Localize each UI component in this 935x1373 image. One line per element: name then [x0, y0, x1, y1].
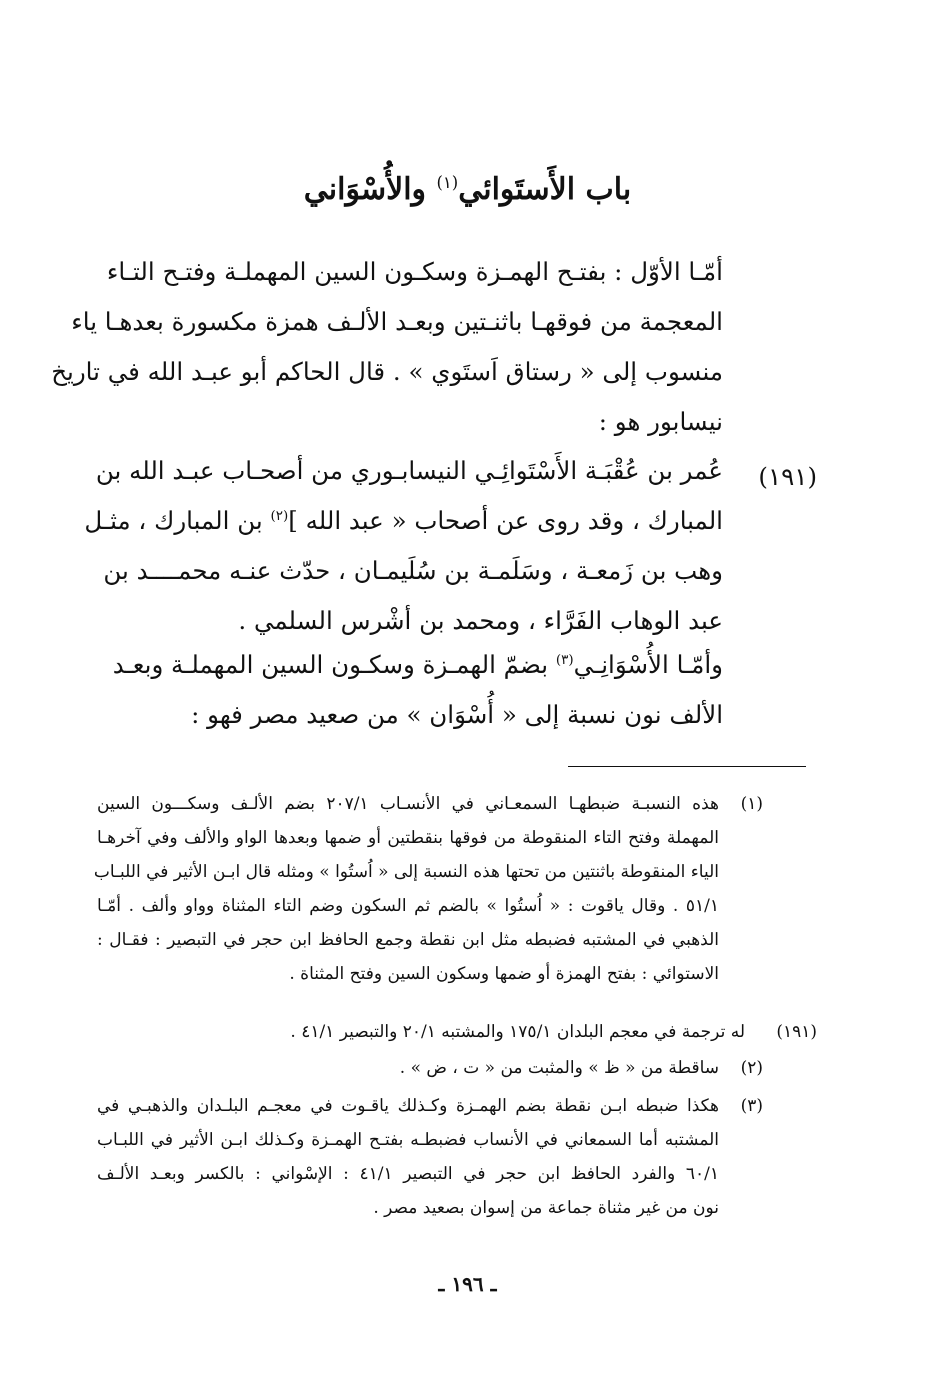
entry-text: بن المبارك ، مثـل — [84, 506, 271, 535]
paragraph-line: الألف نون نسبة إلى « أُسْوَان » من صعيد مصر فهو : — [191, 700, 723, 729]
entry-number: (١٩١) — [758, 462, 817, 491]
paragraph-text: وأمّـا الأُسْوَانِـي — [573, 650, 723, 679]
paragraph-line: أمّـا الأوّل : بفتـح الهمـزة وسكـون السين المهملـة وفتـح التـاء — [106, 257, 723, 286]
footnote-line: ٦٠/١ والفرد الحافظ ابن حجر في التبصير ٤١/١ : الإسْواني : بالكسر وبعـد الألـف — [97, 1164, 719, 1184]
footnote-label: (١٩١) — [776, 1022, 817, 1042]
footnote-label: (١) — [740, 794, 763, 814]
paragraph-line: المعجمة من فوقهـا باثنـتين وبعـد الألـف همزة مكسورة بعدهـا ياء — [71, 307, 723, 336]
footnote-label: (٢) — [740, 1058, 763, 1078]
paragraph-text: بضمّ الهمـزة وسكـون السين المهملـة وبعـد — [112, 650, 556, 679]
footnote-line: ساقطة من « ظ » والمثبت من « ت ، ض » . — [399, 1058, 719, 1078]
footnote-ref-3: (٣) — [555, 651, 574, 668]
footnote-line: نون من غير مثناة جماعة من إسوان بصعيد مصر . — [373, 1198, 719, 1218]
footnote-line: الياء المنقوطة باثنتين من تحتها هذه النسبة إلى « اُستُوا » ومثله قال ابـن الأثير في اللبـاب — [93, 862, 719, 882]
entry-line — [84, 496, 723, 546]
paragraph-line — [112, 640, 723, 690]
footnote-line: الذهبي في المشتبه فضبطه مثل ابن نقطة وجمع الحافظ ابن حجر في التبصير : فقـال : — [97, 930, 719, 950]
chapter-title — [0, 168, 935, 212]
chapter-title-rest: والأُسْوَاني — [303, 172, 437, 207]
footnote-line: الاستوائي : بفتح الهمزة أو ضمها وسكون السين وفتح المثناة . — [289, 964, 719, 984]
footnote-line: هذه النسبـة ضبطهـا السمعـاني في الأنسـاب ٢٠٧/١ بضم الألـف وسكـــون السين — [97, 794, 719, 814]
entry-line: وهب بن زَمعـة ، وسَلَمـة بن سُلَيمـان ، حدّث عنـه محمــــد بن — [103, 556, 723, 585]
footnote-line: هكذا ضبطه ابـن نقطة بضم الهمـزة وكـذلك ياقـوت في معجـم البلـدان والذهبـي في — [97, 1096, 719, 1116]
footnote-line: المهملة وفتح التاء المنقوطة من فوقها بنقطتين أو ضمها وبعدها الواو والألف وفي آخرهـا — [97, 828, 719, 848]
footnote-line: ٥١/١ . وقال ياقوت : « اُستُوا » بالضم ثم السكون وضم التاء المثناة وواو وألف . أمّـا — [97, 896, 720, 916]
footnote-line: له ترجمة في معجم البلدان ١٧٥/١ والمشتبه ٢٠/١ والتبصير ٤١/١ . — [290, 1022, 745, 1042]
entry-line: عُمر بن عُقْبَـة الأَسْتَوائِـي النيسابـوري من أصحـاب عبـد الله بن — [95, 456, 723, 485]
footnote-separator — [568, 766, 806, 767]
footnote-ref-2: (٢) — [270, 507, 289, 524]
footnote-line: المشتبه أما السمعاني في الأنساب فضبطـه بفتـح الهمـزة وكـذلك ابـن الأثير في اللبـاب — [97, 1130, 719, 1150]
paragraph-line: منسوب إلى « رستاق اَستَوي » . قال الحاكم أبو عبـد الله في تاريخ — [51, 357, 723, 386]
footnote-label: (٣) — [740, 1096, 763, 1116]
page-number: ـ ١٩٦ ـ — [438, 1272, 497, 1296]
entry-text: المبارك ، وقد روى عن أصحاب « عبد الله ] — [288, 506, 723, 535]
chapter-title-main: باب الأَستَوائي — [458, 172, 632, 207]
entry-line: عبد الوهاب الفَرَّاء ، ومحمد بن أشْرس السلمي . — [238, 606, 723, 635]
footnote-ref-1: (١) — [436, 173, 459, 192]
paragraph-line: نيسابور هو : — [598, 407, 723, 436]
